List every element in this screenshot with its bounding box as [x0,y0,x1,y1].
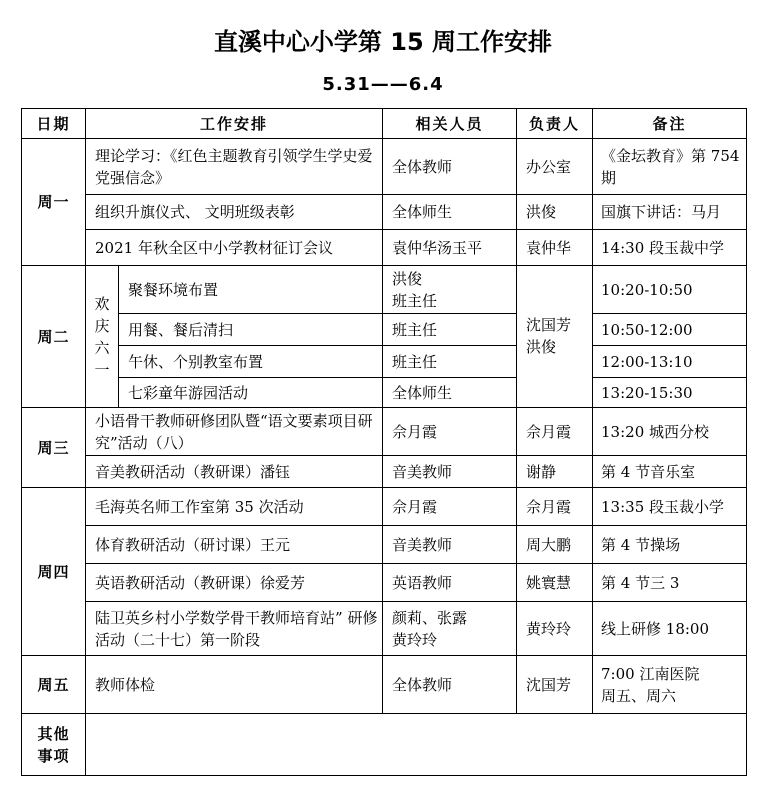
owner-cell: 佘月霞 [517,488,593,526]
table-row [22,408,747,456]
work-cell: 聚餐环境布置 [119,266,383,314]
work-cell: 教师体检 [86,656,383,714]
table-row [22,526,747,564]
header-row [22,109,747,139]
owner-cell: 袁仲华 [517,230,593,266]
owner-cell: 谢静 [517,456,593,488]
event-group-label: 欢庆六一 [86,266,119,408]
people-cell: 音美教师 [383,526,517,564]
day-tuesday: 周二 [22,266,86,408]
people-cell: 颜莉、张露 黄玲玲 [383,602,517,656]
day-monday: 周一 [22,139,86,266]
work-cell: 小语骨干教师研修团队暨“语文要素项目研究”活动（八） [86,408,383,456]
note-cell: 14:30 段玉裁中学 [593,230,747,266]
owner-cell: 沈国芳 [517,656,593,714]
day-other: 其他 事项 [22,714,86,776]
people-cell: 佘月霞 [383,488,517,526]
table-row [22,714,747,776]
note-cell: 第 4 节音乐室 [593,456,747,488]
people-cell: 全体教师 [383,656,517,714]
note-cell: 10:20-10:50 [593,266,747,314]
header-note: 备注 [593,109,747,139]
day-wednesday: 周三 [22,408,86,488]
people-cell: 袁仲华汤玉平 [383,230,517,266]
table-row [22,139,747,195]
note-cell: 第 4 节三 3 [593,564,747,602]
people-cell: 班主任 [383,346,517,378]
header-date: 日期 [22,109,86,139]
work-cell: 用餐、餐后清扫 [119,314,383,346]
note-cell: 7:00 江南医院 周五、周六 [593,656,747,714]
work-cell: 午休、个别教室布置 [119,346,383,378]
note-cell: 13:20 城西分校 [593,408,747,456]
owner-cell: 周大鹏 [517,526,593,564]
note-cell: 《金坛教育》第 754 期 [593,139,747,195]
work-cell: 毛海英名师工作室第 35 次活动 [86,488,383,526]
owner-cell: 沈国芳 洪俊 [517,266,593,408]
table-row [22,564,747,602]
work-cell: 2021 年秋全区中小学教材征订会议 [86,230,383,266]
table-row [22,488,747,526]
owner-cell: 佘月霞 [517,408,593,456]
table-row [22,195,747,230]
owner-cell: 洪俊 [517,195,593,230]
work-cell: 音美教研活动（教研课）潘钰 [86,456,383,488]
people-cell: 洪俊 班主任 [383,266,517,314]
work-cell: 陆卫英乡村小学数学骨干教师培育站” 研修活动（二十七）第一阶段 [86,602,383,656]
other-content-cell [86,714,747,776]
header-people: 相关人员 [383,109,517,139]
work-cell: 英语教研活动（教研课）徐爱芳 [86,564,383,602]
table-row [22,456,747,488]
people-cell: 佘月霞 [383,408,517,456]
table-row [22,346,747,378]
table-row [22,314,747,346]
table-row [22,656,747,714]
owner-cell: 办公室 [517,139,593,195]
note-cell: 12:00-13:10 [593,346,747,378]
date-range: 5.31——6.4 [322,74,444,95]
note-cell: 10:50-12:00 [593,314,747,346]
note-cell: 线上研修 18:00 [593,602,747,656]
people-cell: 英语教师 [383,564,517,602]
note-cell: 13:35 段玉裁小学 [593,488,747,526]
header-owner: 负责人 [517,109,593,139]
work-cell: 七彩童年游园活动 [119,378,383,408]
header-work: 工作安排 [86,109,383,139]
table-row [22,266,747,314]
owner-cell: 姚寰慧 [517,564,593,602]
people-cell: 全体师生 [383,378,517,408]
page-title: 直溪中心小学第 15 周工作安排 [213,28,553,56]
people-cell: 全体教师 [383,139,517,195]
table-row [22,230,747,266]
day-friday: 周五 [22,656,86,714]
note-cell: 国旗下讲话：马月 [593,195,747,230]
table-row [22,378,747,408]
day-thursday: 周四 [22,488,86,656]
schedule-table [21,108,747,776]
table-row [22,602,747,656]
work-cell: 理论学习：《红色主题教育引领学生学史爱党强信念》 [86,139,383,195]
people-cell: 音美教师 [383,456,517,488]
note-cell: 13:20-15:30 [593,378,747,408]
people-cell: 班主任 [383,314,517,346]
work-cell: 体育教研活动（研讨课）王元 [86,526,383,564]
work-cell: 组织升旗仪式、 文明班级表彰 [86,195,383,230]
people-cell: 全体师生 [383,195,517,230]
note-cell: 第 4 节操场 [593,526,747,564]
owner-cell: 黄玲玲 [517,602,593,656]
